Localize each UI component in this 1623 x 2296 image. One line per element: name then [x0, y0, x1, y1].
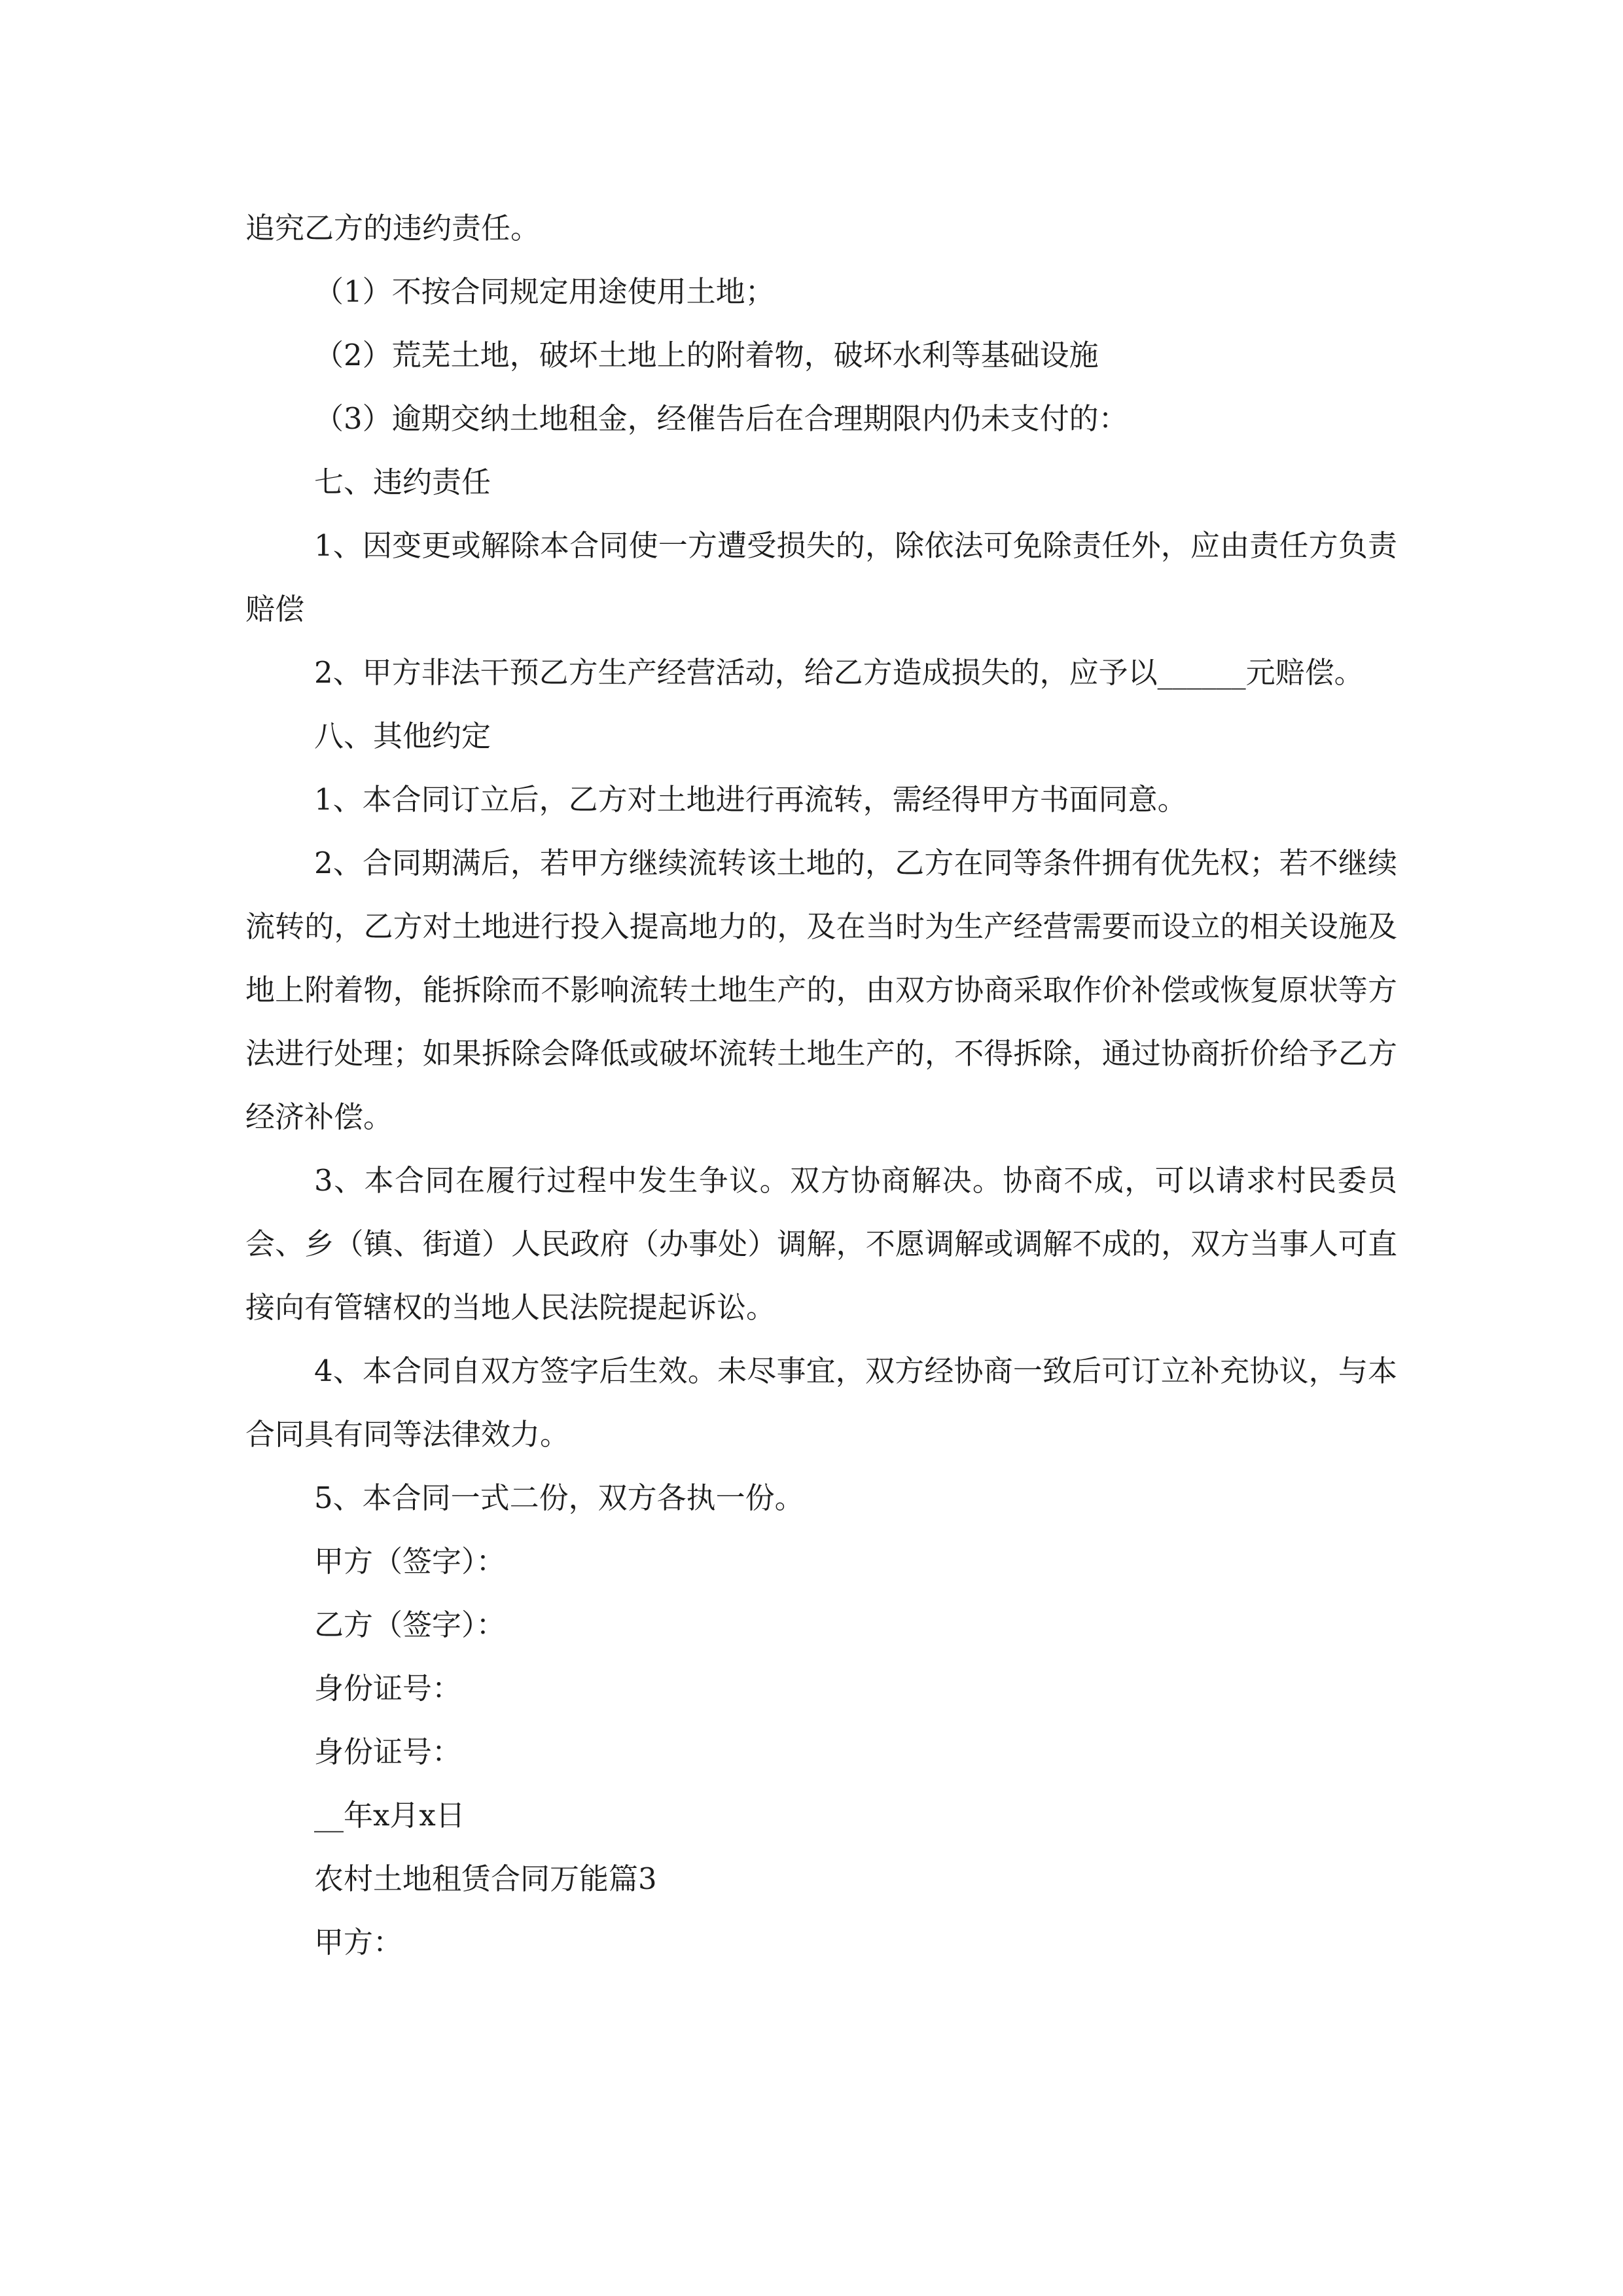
id-number-line-a: 身份证号： [314, 1671, 462, 1706]
next-contract-title: 农村土地租赁合同万能篇3 [314, 1861, 657, 1896]
paragraph-other-3: 3、本合同在履行过程中发生争议。双方协商解决。协商不成，可以请求村民委员会、乡（镇、街道）人民政府（办事处）调解，不愿调解或调解不成的，双方当事人可直接向有管辖权的当地人民法院提起诉讼。 [245, 1163, 1397, 1325]
paragraph-liability-2: 2、甲方非法干预乙方生产经营活动，给乙方造成损失的，应予以______元赔偿。 [314, 655, 1364, 690]
paragraph-other-5: 5、本合同一式二份，双方各执一份。 [314, 1480, 804, 1515]
next-party-a-line: 甲方： [314, 1925, 403, 1960]
signature-party-b: 乙方（签字）： [314, 1607, 506, 1642]
document-body [245, 196, 1397, 1974]
paragraph-item-2: （2）荒芜土地，破坏土地上的附着物，破坏水利等基础设施 [314, 338, 1099, 372]
paragraph-other-4: 4、本合同自双方签字后生效。未尽事宜，双方经协商一致后可订立补充协议，与本合同具有同等法律效力。 [245, 1354, 1397, 1452]
paragraph-liability-1: 1、因变更或解除本合同使一方遭受损失的，除依法可免除责任外，应由责任方负责赔偿 [245, 528, 1397, 626]
section-heading-liability: 七、违约责任 [314, 465, 491, 499]
paragraph-item-3: （3）逾期交纳土地租金，经催告后在合理期限内仍未支付的： [314, 401, 1128, 436]
date-line: __年x月x日 [314, 1798, 465, 1833]
paragraph-other-1: 1、本合同订立后，乙方对土地进行再流转，需经得甲方书面同意。 [314, 782, 1187, 817]
paragraph-breach-tail: 追究乙方的违约责任。 [245, 211, 541, 245]
section-heading-other: 八、其他约定 [314, 719, 491, 753]
signature-party-a: 甲方（签字）： [314, 1544, 506, 1579]
paragraph-other-2: 2、合同期满后，若甲方继续流转该土地的，乙方在同等条件拥有优先权；若不继续流转的，乙方对土地进行投入提高地力的，及在当时为生产经营需要而设立的相关设施及地上附着物，能拆除而不影响流转土地生产的，由双方协商采取作价补偿或恢复原状等方法进行处理；如果拆除会降低或破坏流转土地生产的，不得拆除，通过协商折价给予乙方经济补偿。 [245, 846, 1397, 1134]
paragraph-item-1: （1）不按合同规定用途使用土地； [314, 274, 775, 309]
id-number-line-b: 身份证号： [314, 1734, 462, 1769]
